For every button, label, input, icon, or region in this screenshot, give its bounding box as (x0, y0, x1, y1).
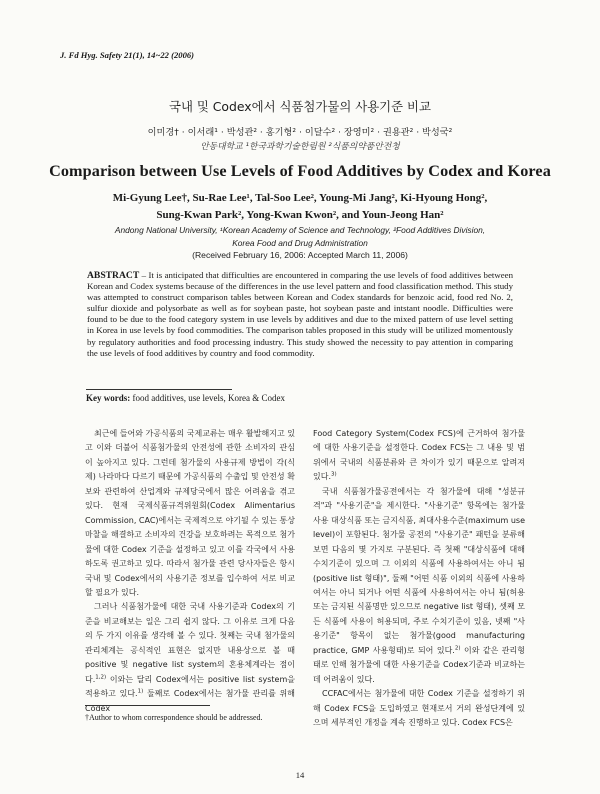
paper-title: Comparison between Use Levels of Food Additives by Codex and Korea (49, 162, 551, 180)
korean-authors: 이미경† · 이서래¹ · 박성관² · 홍기형² · 이달수² · 장영미² · 권용관² · 박성국² (147, 127, 453, 138)
affiliation-line-1: Andong National University, ¹Korean Academy of Science and Technology, ²Food Additives Division, (114, 225, 486, 235)
body-paragraph (313, 485, 525, 687)
body-text: 둘째로 Codex에서는 첨가물 관리를 위해 Codex (85, 689, 295, 713)
body-paragraph: CCFAC에서는 첨가물에 대한 Codex 기준을 설정하기 위해 Codex FCS을 도입하였고 현재로서 거의 완성단계에 있으며 세부적인 개정을 계속 진행하고 있다. Codex FCS은 (313, 689, 525, 728)
author-line-1: Mi-Gyung Lee†, Su-Rae Lee¹, Tal-Soo Lee², Young-Mi Jang², Ki-Hyoung Hong², (112, 192, 488, 204)
body-text: 이와는 달리 Codex에서는 positive list system을 적용하고 있다. (85, 674, 295, 699)
abstract-text: – It is anticipated that difficulties are encountered in comparing the use levels of food additives between Korean and Codex systems because of the differences in the use level pattern and food classification method. This study was attempted to construct comparison tables between Korean and Codex standards for benzoic acid, food red No. 2, sulfur dioxide and polysorbate as well as for soybean paste, hot soybean paste and intstant noodle. Difficulties were found to be due to the food category system in use levels by additives and due to the mixed pattern of use level setting in Korea in use levels by food commodities. The comparison tables proposed in this study will be utilized momentously by regulatory authorities and food processing industry. This study showed the necessity to pay attention in comparing the use levels of food additives by country and food commodity. (87, 270, 513, 358)
citation-ref: 1,2) (95, 674, 107, 681)
author-list (40, 190, 560, 224)
body-text: 국내 식품첨가물공전에서는 각 첨가물에 대해 "성분규격"과 "사용기준"을 제시한다. "사용기준" 항목에는 첨가물 사용 대상식품 또는 금지식품, 최대사용수준(maximum use level)이 포함된다. 첨가물 공전의 "사용기준" 패턴을 분류해보면 다음의 몇 가지로 구분된다. 즉 첫째 "대상식품에 대해 수치기준이 있으며 그 이외의 식품에 사용하여서는 아니 됨(positive list 형태)", 둘째 "어떤 식품 이외의 식품에 사용하여서는 아니 되거나 어떤 식품에 사용하여서는 아니 됨(허용 또는 금지된 식품명만 있으므로 negative list 형태), 셋째 모든 식품에 사용이 허용되며, 주로 수치기준이 있음, 넷째 "사용기준" 항목이 없는 첨가물(good manufacturing practice, GMP 사용형태)로 되어 있다. (313, 486, 525, 655)
journal-citation: J. Fd Hyg. Safety 21(1), 14~22 (2006) (60, 50, 195, 60)
footnote: †Author to whom correspondence should be addressed. (85, 713, 263, 722)
received-dates: (Received February 16, 2006: Accepted March 11, 2006) (192, 250, 408, 260)
footnote-divider (85, 705, 210, 706)
affiliation (40, 224, 560, 250)
body-column-right (313, 427, 525, 731)
body-text: Food Category System(Codex FCS)에 근거하여 첨가물에 대한 사용기준을 설정한다. Codex FCS는 그 내용 및 범위에서 국내의 식품분류와 큰 차이가 있기 때문으로 알려져 있다. (313, 429, 525, 482)
body-text: 그러나 식품첨가물에 대한 국내 사용기준과 Codex의 기준을 비교해보는 일은 그리 쉽지 않다. 그 이유로 크게 다음의 두 가지 이유를 생각해 볼 수 있다. 첫째는 국내 첨가물의 관리체계는 공식적인 표현은 없지만 내용상으로 볼 때 positive 및 negative list system의 혼용체계라는 점이다. (85, 602, 295, 684)
author-line-2: Sung-Kwan Park², Yong-Kwan Kwon², and Youn-Jeong Han² (156, 209, 444, 221)
korean-affiliation: 안동대학교 ¹한국과학기술한림원 ²식품의약품안전청 (200, 142, 400, 152)
page-number: 14 (295, 770, 305, 780)
citation-ref: 2) (454, 645, 461, 652)
body-paragraph (313, 427, 525, 485)
abstract (87, 270, 513, 359)
abstract-label: ABSTRACT (87, 270, 140, 281)
body-paragraph: 최근에 들어와 가공식품의 국제교류는 매우 활발해지고 있고 이와 더불어 식품첨가물의 안전성에 관한 소비자의 관심이 높아지고 있다. 그런데 첨가물의 사용규제 방법이 각(식제) 나라마다 다르기 때문에 가공식품의 수출입 및 안전성 확보와 관련하여 산업계와 규제당국에서 많은 어려움을 겪고 있다. 현재 국제식품규격위원회(Codex Alimentarius Commission, CAC)에서는 국제적으로 야기될 수 있는 통상마찰을 해결하고 소비자의 건강을 보호하려는 목적으로 첨가물에 대한 Codex 기준을 설정하고 있고 이를 각국에서 사용하도록 권고하고 있다. 따라서 첨가물 관련 당사자들은 항시 국내 및 Codex에서의 사용기준 정보를 입수하여 서로 비교할 필요가 있다. (85, 429, 295, 597)
korean-title: 국내 및 Codex에서 식품첨가물의 사용기준 비교 (168, 99, 431, 114)
keywords-text: food additives, use levels, Korea & Codex (130, 393, 285, 403)
keywords (86, 393, 285, 403)
citation-ref: 3) (331, 471, 337, 478)
body-text: 이와 같은 관리형태로 인해 첨가물에 대한 사용기준을 Codex기준과 비교하는데 어려움이 있다. (313, 645, 525, 684)
body-column-left (85, 427, 295, 716)
keywords-divider (86, 389, 232, 390)
body-paragraph (85, 600, 295, 716)
citation-ref: 1) (137, 688, 144, 695)
affiliation-line-2: Korea Food and Drug Administration (232, 238, 368, 248)
keywords-label: Key words: (86, 393, 131, 403)
